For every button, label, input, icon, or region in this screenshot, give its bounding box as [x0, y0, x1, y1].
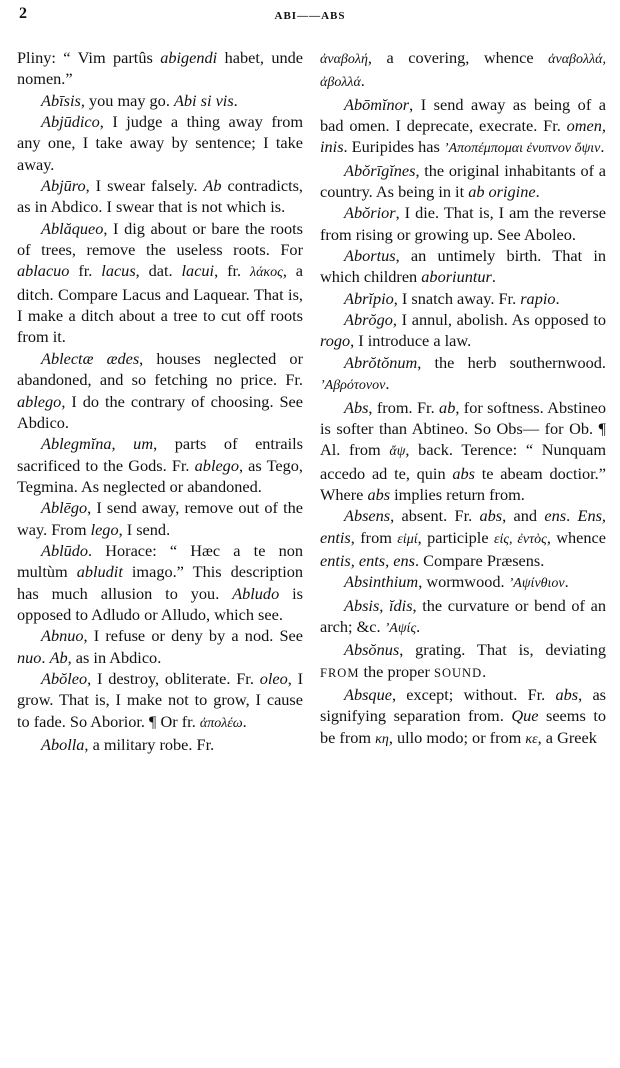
entry-text: , as Tego, Tegmina. As neglected or abandoned. [17, 455, 303, 496]
entry-text: , back. Terence: “ Nunquam accedo ad te, quin [320, 440, 606, 483]
entry-text: . [385, 374, 390, 394]
entry-ablego [17, 497, 303, 540]
entry-text: , I send. [118, 519, 171, 539]
entry-ablectae-aedes [17, 348, 303, 433]
entry-italic: ab origine [468, 182, 536, 202]
entry-aboleo [17, 668, 303, 734]
entry-text: . [233, 90, 238, 110]
entry-absens [320, 505, 606, 571]
entry-italic: abs [479, 506, 503, 526]
entry-text: , whence [546, 527, 607, 547]
entry-text: imago.” This description has much allusion to you. [17, 562, 303, 603]
entry-text: fr. [69, 261, 102, 281]
entry-text: , an untimely birth. That in which children [320, 246, 606, 287]
entry-text: . [41, 647, 50, 667]
entry-italic: lacui [181, 261, 215, 281]
entry-text: . Horace: “ Hæc a te non multùm [17, 540, 303, 582]
greek-word: εἰς, ἐντὸς [493, 531, 547, 547]
entry-text: , a ditch. Compare Lacus and Laquear. That is, I make a ditch about a tree to cut off roots from it. [17, 261, 304, 347]
entry-abjudico [17, 111, 303, 175]
entry-abludo [17, 540, 303, 625]
entry-text: , parts of entrails sacrificed to the Gods. Fr. [17, 434, 303, 475]
entry-italic: abs [555, 684, 579, 704]
entry-text: te abeam doctior.” Where [320, 463, 606, 504]
greek-word: εἰμί [397, 531, 418, 547]
headword: Ablăqueo [41, 218, 104, 238]
headword: Absŏnus [344, 640, 400, 660]
entry-ablaqueo [17, 218, 303, 348]
greek-word: ’Αποπέμπομαι ἐνυπνον ὄψιν [443, 141, 601, 157]
entry-italic: lego [90, 519, 119, 539]
entry-text: . [242, 711, 247, 731]
entry-aborior [320, 202, 606, 245]
entry-italic: lacus [101, 261, 136, 281]
headword: Absinthium [344, 572, 419, 592]
entry-italic: Ab [49, 647, 68, 667]
entry-italic: nuo [17, 647, 42, 667]
entry-text: . [600, 137, 605, 157]
entry-continuation [17, 47, 303, 90]
entry-text: , absent. Fr. [390, 506, 480, 526]
entry-text: , ullo modo; or from [388, 727, 526, 747]
entry-text: , a covering, whence [367, 48, 549, 67]
entry-italic: abs [452, 463, 475, 483]
entry-text: contradicts, as in Abdico. I swear that is not which is. [17, 176, 303, 217]
entry-text: , I swear falsely. [85, 176, 204, 196]
headword: Ablēgo [41, 498, 88, 518]
entry-italic: Abi si vis [173, 90, 234, 110]
entry-italic: rapio [520, 288, 556, 308]
headword: Absens [344, 506, 391, 526]
entry-abrogo [320, 309, 606, 352]
entry-italic: Que [511, 706, 539, 726]
entry-text: , I send away as being of a bad omen. I deprecate, execrate. Fr. [320, 94, 606, 136]
headword: Absque [344, 684, 392, 704]
headword: Abŏrior [344, 203, 396, 223]
entry-text: , I grow. That is, I make not to grow, I cause to fade. So Aborior. ¶ Or fr. [17, 668, 303, 731]
greek-word: ’Αψίς [384, 620, 417, 636]
headword: Abolla [41, 735, 85, 754]
headword: Abōmĭnor [344, 94, 410, 114]
greek-word: ’Αβρότονον [320, 378, 386, 394]
entry-italic: ablego [17, 391, 62, 411]
headword: Abortus [344, 246, 396, 266]
headword: Abrĭpio [344, 288, 394, 308]
entry-text: . [360, 71, 365, 91]
entry-text: seems to be from [320, 706, 606, 747]
entry-text: , houses neglected or abandoned, and so fetching no price. Fr. [17, 348, 303, 390]
entry-text: , wormwood. [418, 572, 509, 592]
entry-text: , a Greek [537, 727, 597, 747]
entry-text: Pliny: “ Vim partûs [17, 48, 161, 67]
entry-text: the proper [359, 661, 435, 681]
entry-text: , a military robe. Fr. [84, 735, 215, 754]
entry-absinthium [320, 571, 606, 594]
entry-abominor [320, 94, 606, 160]
entry-text: . [491, 267, 496, 287]
headword: Abs [344, 397, 369, 417]
entry-text: , I destroy, obliterate. Fr. [87, 668, 260, 688]
headword: Abnuo [41, 626, 84, 646]
entry-italic: rogo [320, 331, 351, 351]
entry-text: , the curvature or bend of an arch; &c. [320, 595, 606, 636]
entry-absis [320, 595, 606, 640]
entry-ablegmina [17, 433, 303, 497]
entry-text: , I send away, remove out of the way. From [17, 498, 303, 539]
entry-italic: abigendi [160, 48, 218, 67]
entry-text: . [564, 572, 569, 592]
entry-text: . Euripides has [343, 137, 444, 157]
entry-absque [320, 684, 606, 750]
entry-text: , I dig about or bare the roots of trees, remove the useless roots. For [17, 218, 303, 260]
entry-text: . [482, 661, 487, 681]
entry-abisis [17, 90, 303, 111]
entry-text: . [535, 182, 540, 202]
entry-text: , from [350, 527, 398, 547]
entry-text: , as signifying separation from. [320, 684, 607, 726]
entry-italic: ablacuo [17, 261, 70, 281]
entry-text: , as in Abdico. [67, 647, 162, 667]
entry-text: , you may go. [80, 90, 174, 110]
small-caps-word: FROM [320, 665, 360, 680]
entry-abolla [17, 734, 303, 755]
headword: Abrŏtŏnum [344, 352, 418, 372]
entry-text: , and [502, 506, 545, 526]
greek-word: λάκος [250, 265, 283, 281]
entry-text: , for softness. Abstineo is softer than Abtineo. So Obs— for Ob. ¶ Al. from [320, 397, 606, 460]
entry-text: , dat. [135, 261, 182, 281]
entry-text: , I snatch away. Fr. [393, 288, 521, 308]
entry-text: implies return from. [390, 484, 525, 504]
headword: Abŏrīgĭnes [344, 160, 416, 180]
headword: Abjūro [41, 176, 86, 196]
entry-text: . [566, 506, 578, 526]
greek-word: ’Αψίνθιον [508, 576, 565, 592]
right-column [320, 47, 606, 750]
entry-absonus [320, 639, 606, 684]
left-column [17, 47, 303, 755]
entry-text: , fr. [214, 261, 250, 281]
entry-text: . Compare Præsens. [414, 550, 545, 570]
entry-italic: ablego [194, 455, 239, 475]
entry-italic: oleo [259, 668, 288, 688]
entry-text: is opposed to Adludo or Alludo, which see. [17, 583, 303, 624]
small-caps-word: SOUND [434, 665, 483, 680]
entry-italic: ens [544, 506, 567, 526]
greek-word: ἀπολέω [199, 715, 243, 731]
entry-text: , the herb southernwood. [417, 352, 606, 372]
entry-text: , participle [417, 527, 494, 547]
greek-word: ἀναβολή [320, 52, 368, 67]
entry-abrotonum [320, 352, 606, 397]
headword: Absis, ĭdis [344, 595, 413, 615]
entry-text: , I refuse or deny by a nod. See [83, 626, 303, 646]
greek-word: ἀναβολλά, ἀβολλά [320, 52, 606, 91]
entry-italic: aboriuntur [421, 267, 492, 287]
entry-text: . [555, 288, 560, 308]
entry-text: , I introduce a law. [350, 331, 472, 351]
greek-word: κε [525, 731, 538, 747]
headword: Abjūdico [41, 112, 100, 132]
headword: Abīsis [41, 90, 81, 110]
entry-text: . [416, 616, 421, 636]
entry-italic: abs [367, 484, 391, 504]
entry-text: , the original inhabitants of a country. As being in it [320, 160, 606, 202]
entry-italic: Ens, entis [320, 506, 606, 547]
entry-italic: entis, ents, ens [320, 550, 415, 570]
entry-continuation [320, 47, 606, 94]
entry-italic: ab [439, 397, 456, 417]
entry-text: , from. Fr. [368, 397, 440, 417]
entry-text: habet, unde nomen.” [17, 48, 303, 89]
entry-abnuo [17, 625, 303, 668]
greek-word: ἄψ [389, 444, 406, 460]
entry-abortus [320, 245, 606, 288]
page-number: 2 [19, 5, 27, 22]
entry-italic: abludit [76, 562, 123, 582]
greek-word: κη [375, 731, 389, 747]
entry-text: , except; without. Fr. [391, 684, 556, 704]
headword: Ablegmĭna, um [41, 434, 154, 454]
headword: Ablectæ ædes [41, 348, 140, 368]
entry-abripio [320, 288, 606, 309]
entry-aborigines [320, 160, 606, 203]
entry-italic: Abludo [232, 583, 280, 603]
entry-abs [320, 397, 606, 506]
entry-text: , I do the contrary of choosing. See Abdico. [17, 391, 303, 432]
headword: Abŏleo [41, 668, 88, 688]
entry-italic: omen, inis [320, 116, 606, 157]
running-title: ABI——ABS [274, 10, 346, 22]
entry-abjuro [17, 175, 303, 218]
headword: Abrŏgo [344, 310, 393, 330]
entry-text: , grating. That is, deviating [399, 640, 606, 660]
headword: Ablūdo [41, 540, 89, 560]
entry-italic: Ab [203, 176, 222, 196]
entry-text: , I die. That is, I am the reverse from rising or growing up. See Aboleo. [320, 203, 606, 244]
entry-text: , I annul, abolish. As opposed to [392, 310, 606, 330]
entry-text: , I judge a thing away from any one, I take away by sentence; I take away. [17, 112, 303, 174]
